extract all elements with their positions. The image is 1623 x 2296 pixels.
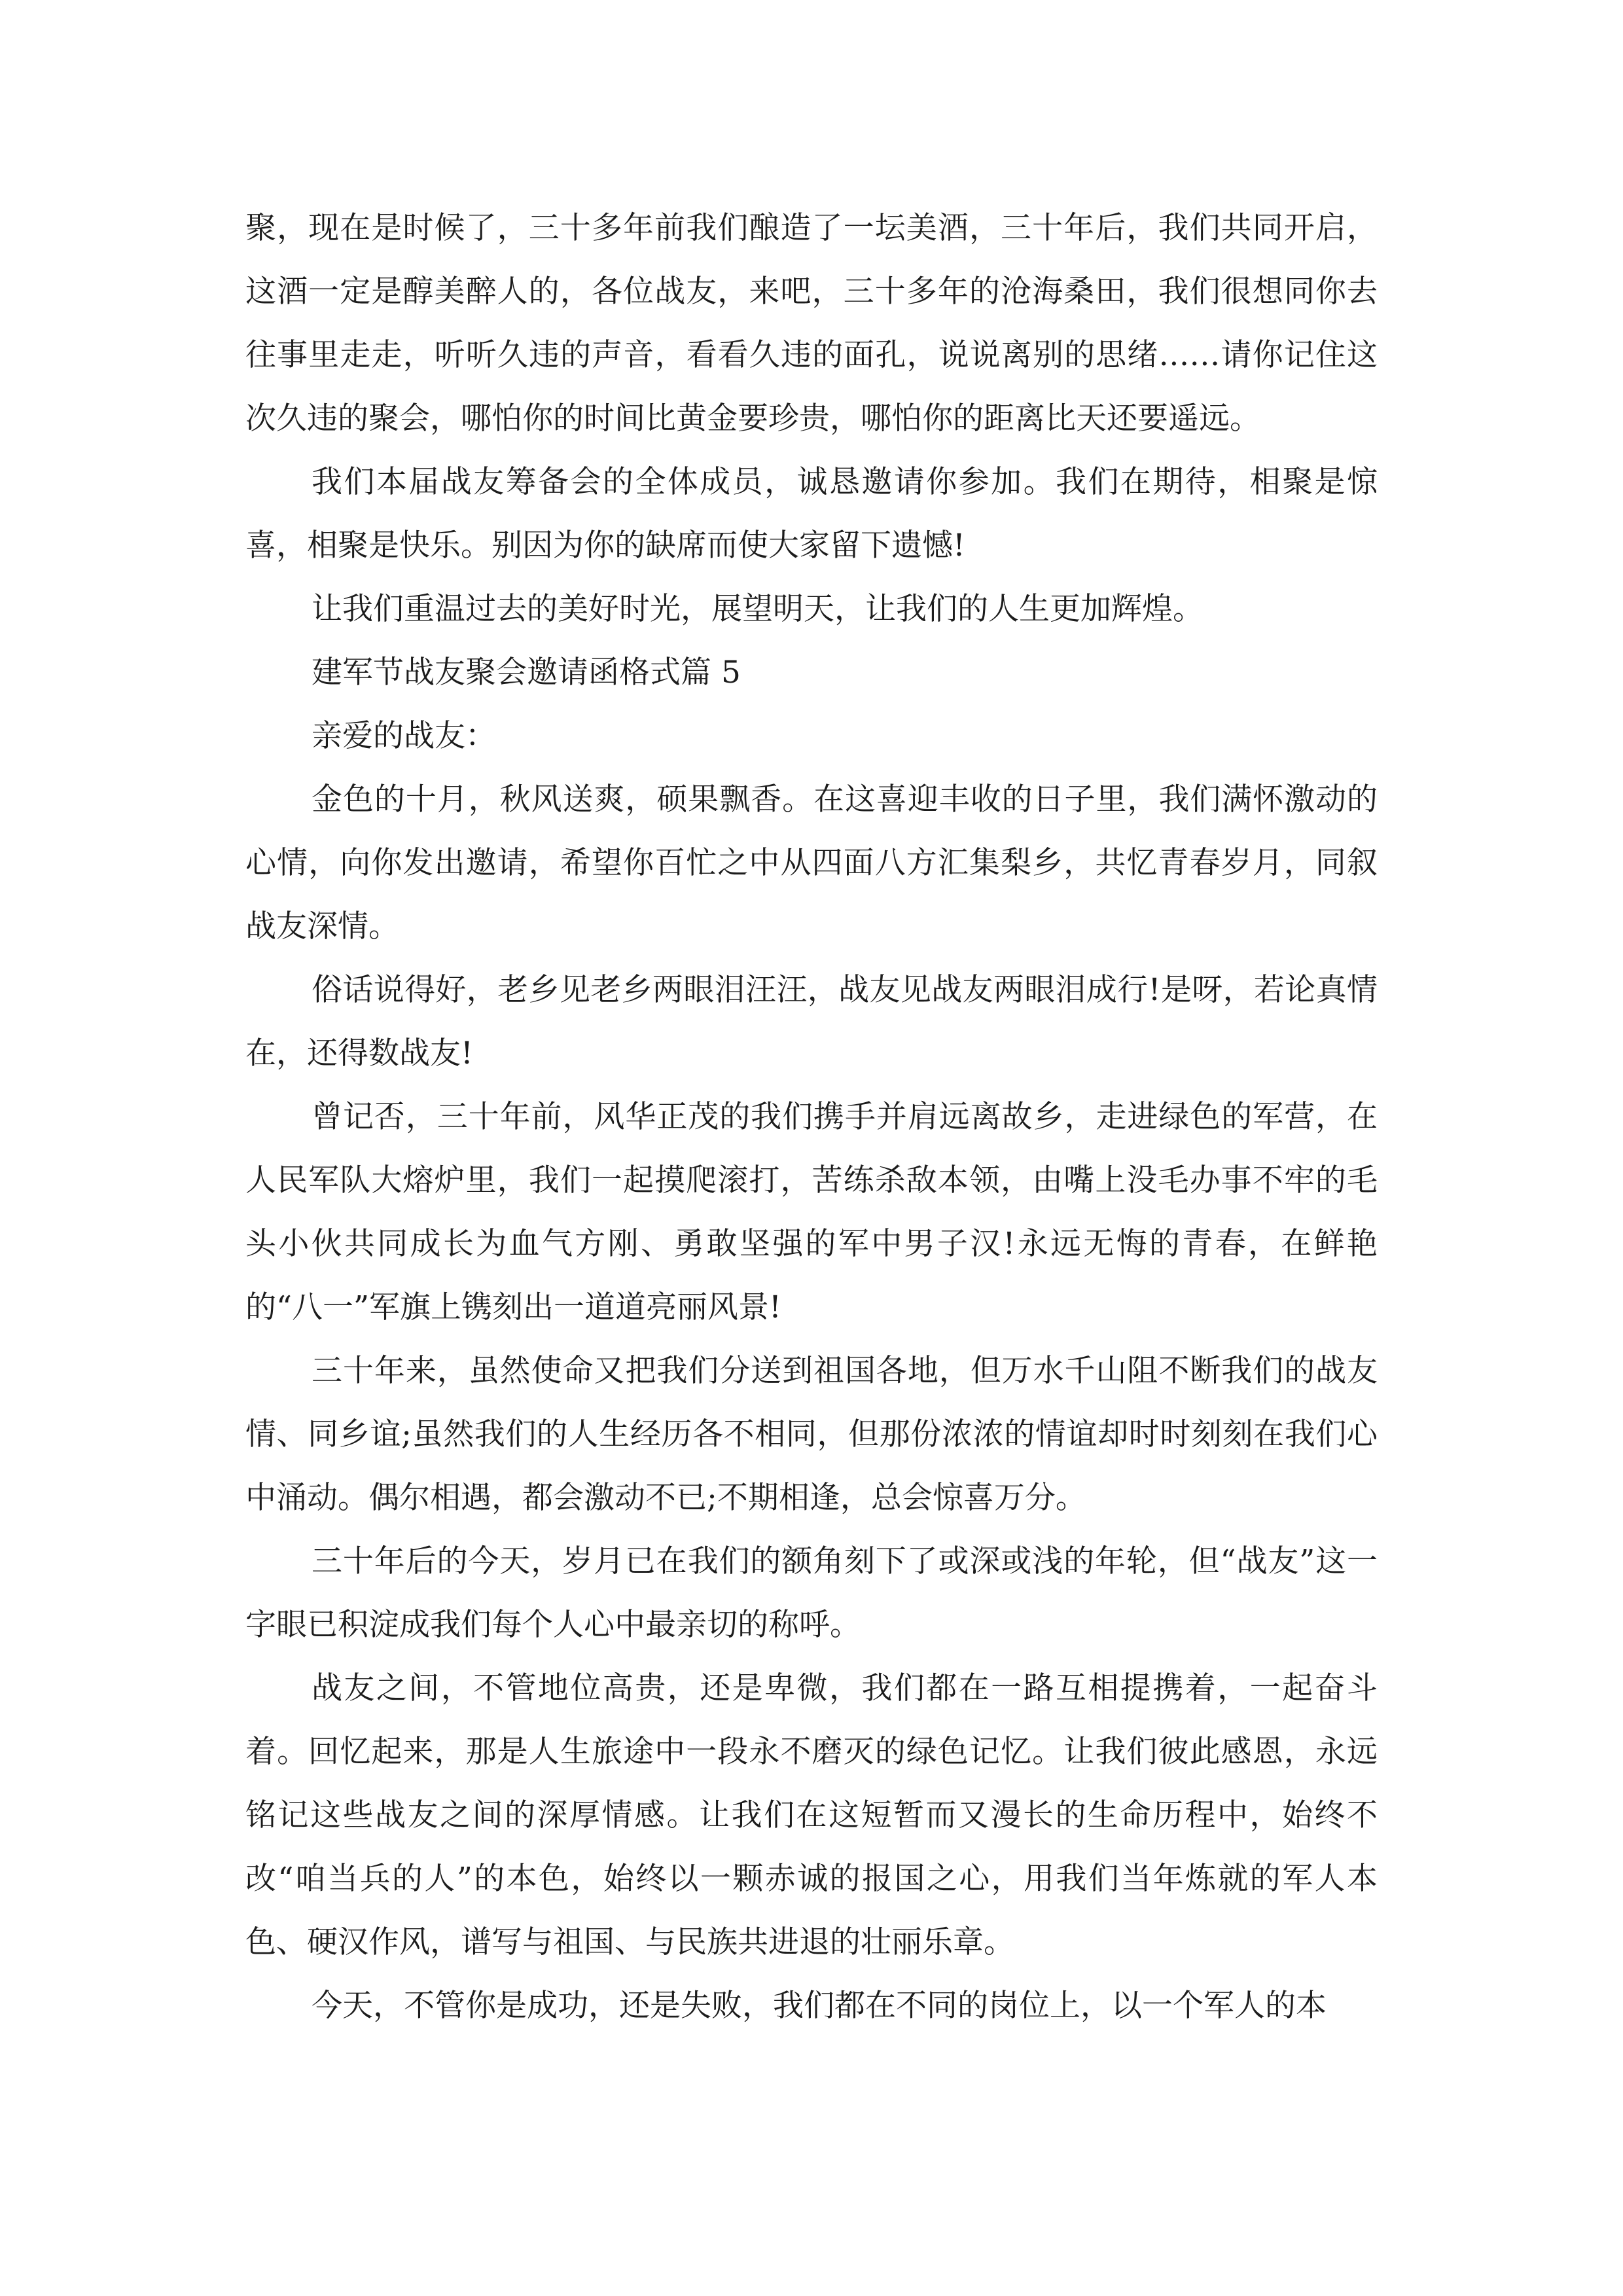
paragraph-closing: 让我们重温过去的美好时光，展望明天，让我们的人生更加辉煌。 xyxy=(312,591,1204,627)
section-heading: 建军节战友聚会邀请函格式篇 5 xyxy=(312,655,741,691)
document-body xyxy=(245,196,1378,2037)
paragraph-final: 今天，不管你是成功，还是失败，我们都在不同的岗位上，以一个军人的本 xyxy=(312,1988,1327,2024)
paragraph-thirty-years: 三十年来，虽然使命又把我们分送到祖国各地，但万水千山阻不断我们的战友情、同乡谊;虽然我们的人生经历各不相同，但那份浓浓的情谊却时时刻刻在我们心中涌动。偶尔相遇，都会激动不已;不期相逢，总会惊喜万分。 xyxy=(245,1353,1378,1516)
paragraph-continuation: 聚，现在是时候了，三十多年前我们酿造了一坛美酒，三十年后，我们共同开启，这酒一定是醇美醉人的，各位战友，来吧，三十多年的沧海桑田，我们很想同你去往事里走走，听听久违的声音，看看久违的面孔，说说离别的思绪……请你记住这次久违的聚会，哪怕你的时间比黄金要珍贵，哪怕你的距离比天还要遥远。 xyxy=(245,210,1378,437)
salutation: 亲爱的战友： xyxy=(312,718,496,754)
paragraph-comrades: 战友之间，不管地位高贵，还是卑微，我们都在一路互相提携着，一起奋斗着。回忆起来，那是人生旅途中一段永不磨灭的绿色记忆。让我们彼此感恩，永远铭记这些战友之间的深厚情感。让我们在这短暂而又漫长的生命历程中，始终不改“咱当兵的人”的本色，始终以一颗赤诚的报国之心，用我们当年炼就的军人本色、硬汉作风，谱写与祖国、与民族共进退的壮丽乐章。 xyxy=(245,1670,1378,1960)
paragraph-today: 三十年后的今天，岁月已在我们的额角刻下了或深或浅的年轮，但“战友”这一字眼已积淀成我们每个人心中最亲切的称呼。 xyxy=(245,1543,1378,1643)
paragraph-proverb: 俗话说得好，老乡见老乡两眼泪汪汪，战友见战友两眼泪成行!是呀，若论真情在，还得数战友! xyxy=(245,972,1378,1071)
paragraph-autumn: 金色的十月，秋风送爽，硕果飘香。在这喜迎丰收的日子里，我们满怀激动的心情，向你发出邀请，希望你百忙之中从四面八方汇集梨乡，共忆青春岁月，同叙战友深情。 xyxy=(245,781,1378,944)
paragraph-memory: 曾记否，三十年前，风华正茂的我们携手并肩远离故乡，走进绿色的军营，在人民军队大熔炉里，我们一起摸爬滚打，苦练杀敌本领，由嘴上没毛办事不牢的毛头小伙共同成长为血气方刚、勇敢坚强的军中男子汉!永远无悔的青春，在鲜艳的“八一”军旗上镌刻出一道道亮丽风景! xyxy=(245,1099,1378,1325)
paragraph-invitation: 我们本届战友筹备会的全体成员，诚恳邀请你参加。我们在期待，相聚是惊喜，相聚是快乐。别因为你的缺席而使大家留下遗憾! xyxy=(245,464,1378,564)
